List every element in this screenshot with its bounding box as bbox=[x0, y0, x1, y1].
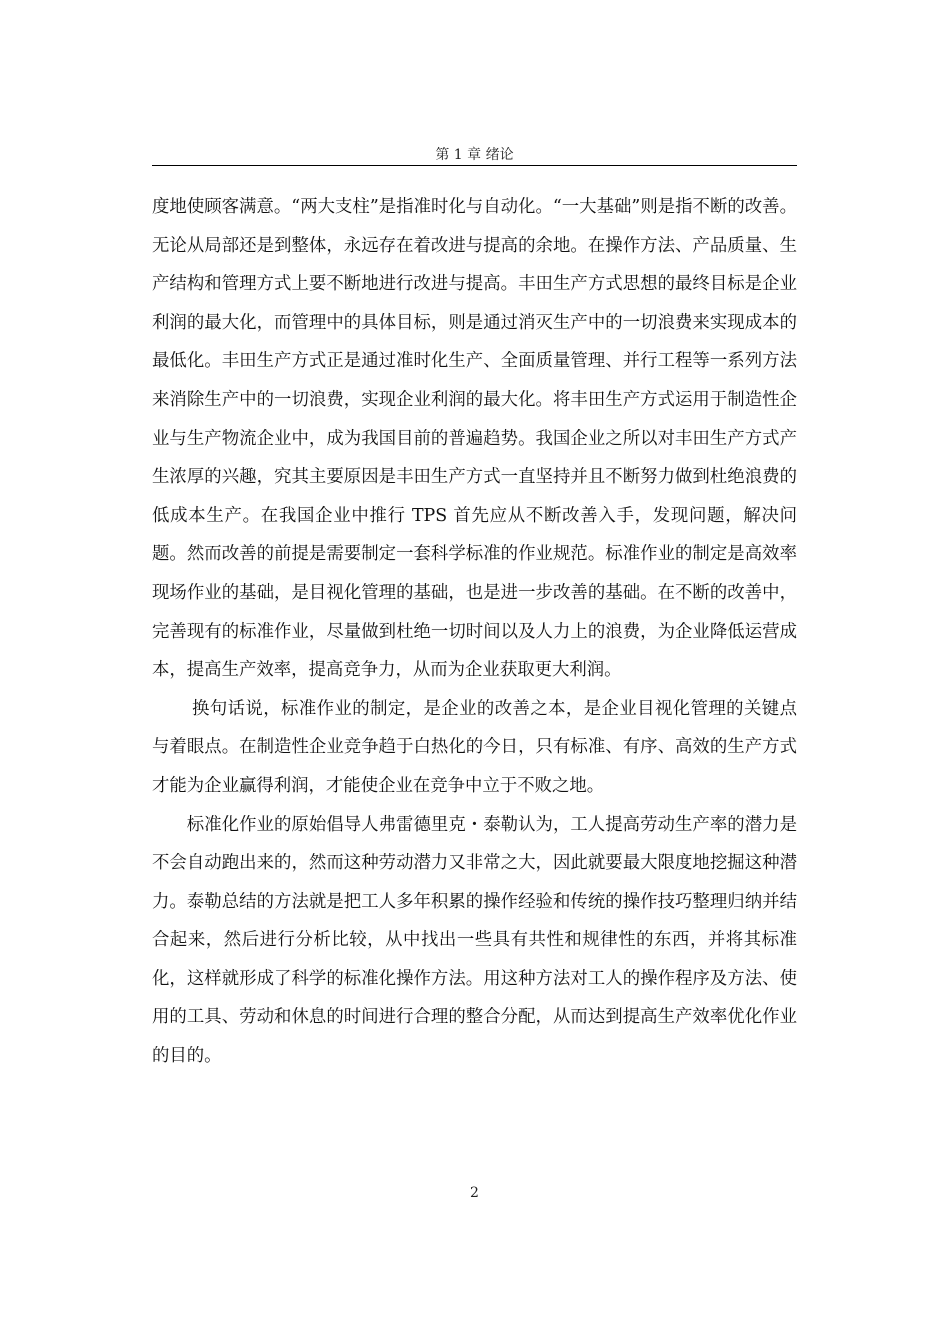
paragraph-2: 换句话说，标准作业的制定，是企业的改善之本，是企业目视化管理的关键点与着眼点。在制造性企业竞争趋于白热化的今日，只有标准、有序、高效的生产方式才能为企业赢得利润，才能使企业在竞争中立于不败之地。 bbox=[152, 698, 797, 796]
header-rule bbox=[152, 165, 797, 166]
paragraph-3: 标准化作业的原始倡导人弗雷德里克・泰勒认为，工人提高劳动生产率的潜力是不会自动跑出来的，然而这种劳动潜力又非常之大，因此就要最大限度地挖掘这种潜力。泰勒总结的方法就是把工人多年积累的操作经验和传统的操作技巧整理归纳并结合起来，然后进行分析比较，从中找出一些具有共性和规律性的东西，并将其标准化，这样就形成了科学的标准化操作方法。用这种方法对工人的操作程序及方法、使用的工具、劳动和休息的时间进行合理的整合分配，从而达到提高生产效率优化作业的目的。 bbox=[152, 814, 797, 1067]
paragraph-1: 度地使顾客满意。“两大支柱”是指准时化与自动化。“一大基础”则是指不断的改善。无论从局部还是到整体，永远存在着改进与提高的余地。在操作方法、产品质量、生产结构和管理方式上要不断地进行改进与提高。丰田生产方式思想的最终目标是企业利润的最大化，而管理中的具体目标，则是通过消灭生产中的一切浪费来实现成本的最低化。丰田生产方式正是通过准时化生产、全面质量管理、并行工程等一系列方法来消除生产中的一切浪费，实现企业利润的最大化。将丰田生产方式运用于制造性企业与生产物流企业中，成为我国目前的普遍趋势。我国企业之所以对丰田生产方式产生浓厚的兴趣，究其主要原因是丰田生产方式一直坚持并且不断努力做到杜绝浪费的低成本生产。在我国企业中推行 TPS 首先应从不断改善入手，发现问题，解决问题。然而改善的前提是需要制定一套科学标准的作业规范。标准作业的制定是高效率现场作业的基础，是目视化管理的基础，也是进一步改善的基础。在不断的改善中，完善现有的标准作业，尽量做到杜绝一切时间以及人力上的浪费，为企业降低运营成本，提高生产效率，提高竞争力，从而为企业获取更大利润。 bbox=[152, 197, 797, 681]
page-number: 2 bbox=[470, 1185, 479, 1201]
body-text bbox=[152, 188, 797, 1076]
running-header: 第 1 章 绪论 bbox=[435, 147, 514, 163]
